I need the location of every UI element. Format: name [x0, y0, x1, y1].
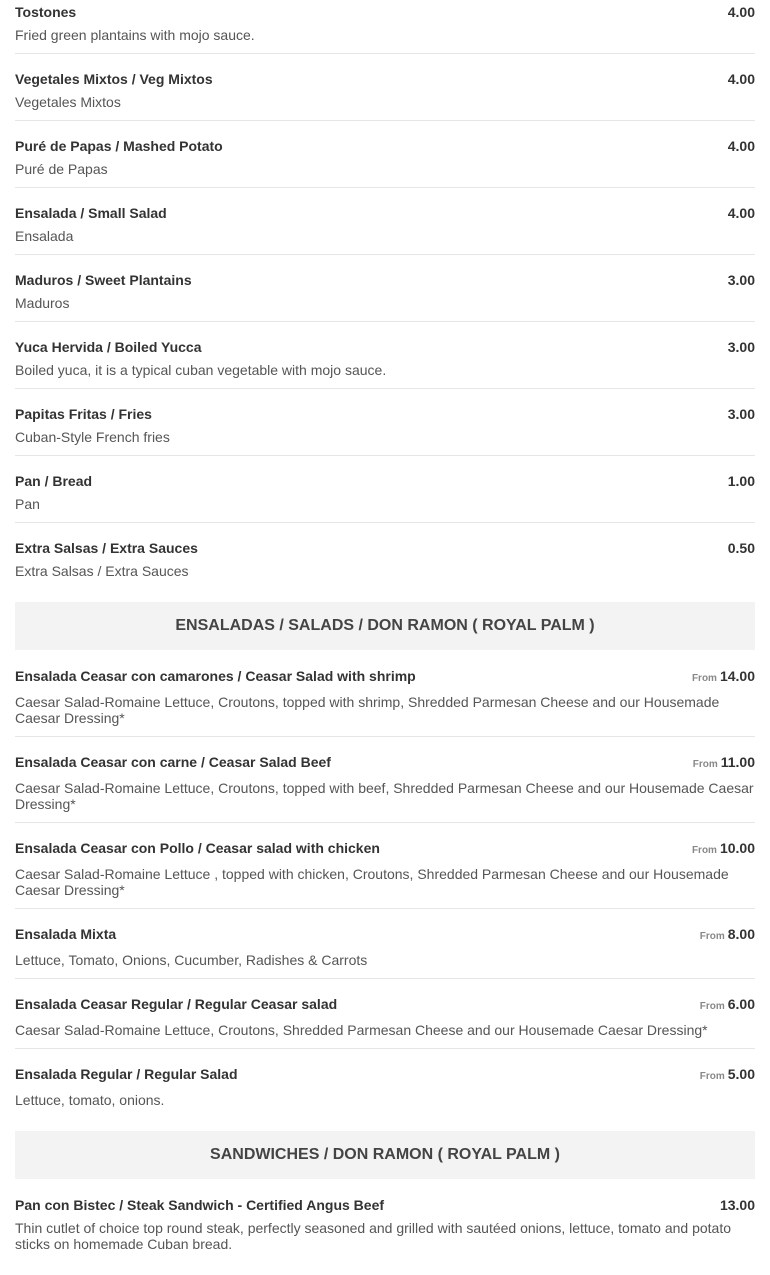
price-value: 4.00: [727, 4, 755, 20]
menu-item-price: [728, 138, 755, 154]
item-gap: [15, 188, 755, 201]
menu-item-name: Vegetales Mixtos / Veg Mixtos: [15, 71, 213, 87]
price-from-label: From: [692, 759, 718, 770]
menu-item[interactable]: [15, 836, 755, 909]
menu-item-description: Extra Salsas / Extra Sauces: [15, 563, 189, 579]
menu-item-name: Papitas Fritas / Fries: [15, 406, 152, 422]
menu-item[interactable]: [15, 750, 755, 823]
menu-item-description: Cuban-Style French fries: [15, 429, 170, 445]
menu-item-price: [728, 406, 755, 422]
item-gap: [15, 737, 755, 750]
menu-item-description: Maduros: [15, 295, 70, 311]
price-value: 11.00: [720, 754, 755, 770]
menu-item-price: [728, 4, 755, 20]
menu-item-description: Caesar Salad-Romaine Lettuce, Croutons, topped with beef, Shredded Parmesan Cheese and our Housemade Caesar Dressing*: [15, 780, 754, 812]
price-value: 4.00: [727, 138, 755, 154]
menu-item-name: Puré de Papas / Mashed Potato: [15, 138, 223, 154]
menu-item-header: [15, 540, 755, 556]
menu-item[interactable]: [15, 469, 755, 523]
menu-item-price: [700, 1066, 755, 1085]
menu-item-header: [15, 71, 755, 87]
price-from-label: From: [699, 931, 725, 942]
section-spacer: [15, 650, 755, 664]
item-gap: [15, 1118, 755, 1131]
menu-item-description: Boiled yuca, it is a typical cuban vegetable with mojo sauce.: [15, 362, 387, 378]
menu-item-description: Lettuce, Tomato, Onions, Cucumber, Radishes & Carrots: [15, 952, 368, 968]
item-gap: [15, 909, 755, 922]
section-header: SANDWICHES / DON RAMON ( ROYAL PALM ): [15, 1131, 755, 1179]
menu-item-header: [15, 840, 755, 859]
price-from-label: From: [699, 1001, 725, 1012]
menu-item-name: Ensalada Ceasar con carne / Ceasar Salad Beef: [15, 754, 331, 770]
menu-item-name: Ensalada Ceasar con camarones / Ceasar Salad with shrimp: [15, 668, 416, 684]
price-value: 4.00: [727, 71, 755, 87]
menu-item-price: [728, 540, 755, 556]
menu-item[interactable]: [15, 992, 755, 1049]
price-value: 0.50: [727, 540, 755, 556]
menu-item-name: Pan con Bistec / Steak Sandwich - Certified Angus Beef: [15, 1197, 385, 1213]
item-gap: [15, 121, 755, 134]
price-value: 3.00: [727, 406, 755, 422]
menu-item-name: Tostones: [15, 4, 77, 20]
menu-item[interactable]: [15, 922, 755, 979]
menu-item-header: [15, 473, 755, 489]
menu-item-price: [728, 71, 755, 87]
menu-item-header: [15, 754, 755, 773]
price-value: 5.00: [727, 1066, 755, 1082]
menu-item-header: [15, 1066, 755, 1085]
menu-item-name: Ensalada Regular / Regular Salad: [15, 1066, 238, 1082]
menu-item[interactable]: [15, 201, 755, 255]
menu-item-name: Extra Salsas / Extra Sauces: [15, 540, 198, 556]
price-value: 4.00: [727, 205, 755, 221]
price-from-label: From: [691, 673, 717, 684]
menu-item-price: [728, 473, 755, 489]
menu-item-name: Yuca Hervida / Boiled Yucca: [15, 339, 202, 355]
menu-item-description: Vegetales Mixtos: [15, 94, 121, 110]
menu-item-name: Ensalada / Small Salad: [15, 205, 167, 221]
price-value: 1.00: [727, 473, 755, 489]
price-value: 3.00: [727, 272, 755, 288]
menu-item-price: [728, 205, 755, 221]
menu-item[interactable]: [15, 335, 755, 389]
item-gap: [15, 54, 755, 67]
menu-item-price: [700, 926, 755, 945]
menu-item-description: Puré de Papas: [15, 161, 108, 177]
menu-item-description: Caesar Salad-Romaine Lettuce, Croutons, topped with shrimp, Shredded Parmesan Cheese and our Housemade Caesar Dressing*: [15, 694, 720, 726]
item-gap: [15, 456, 755, 469]
menu-item[interactable]: [15, 134, 755, 188]
menu-item-header: [15, 339, 755, 355]
item-gap: [15, 823, 755, 836]
item-gap: [15, 979, 755, 992]
menu-item-header: [15, 668, 755, 687]
menu-item[interactable]: [15, 67, 755, 121]
menu-item[interactable]: [15, 536, 755, 589]
menu-item-header: [15, 4, 755, 20]
item-gap: [15, 322, 755, 335]
price-value: 14.00: [719, 668, 755, 684]
item-gap: [15, 589, 755, 602]
menu-item-header: [15, 205, 755, 221]
menu-item-price: [720, 1197, 755, 1213]
menu-item-name: Maduros / Sweet Plantains: [15, 272, 192, 288]
menu-item-header: [15, 1197, 755, 1213]
menu-item[interactable]: [15, 1193, 755, 1262]
menu-item-price: [692, 668, 755, 687]
menu-item[interactable]: [15, 268, 755, 322]
menu-item[interactable]: [15, 402, 755, 456]
price-from-label: From: [691, 845, 717, 856]
price-value: 10.00: [719, 840, 755, 856]
menu-item-price: [692, 840, 755, 859]
menu-item-header: [15, 272, 755, 288]
price-value: 6.00: [727, 996, 755, 1012]
menu-item-description: Thin cutlet of choice top round steak, perfectly seasoned and grilled with sautéed onions, lettuce, tomato and potato sticks on homemade Cuban bread.: [15, 1220, 732, 1252]
section-header: ENSALADAS / SALADS / DON RAMON ( ROYAL PALM ): [15, 602, 755, 650]
menu-item-description: Ensalada: [15, 228, 74, 244]
item-gap: [15, 523, 755, 536]
price-value: 13.00: [719, 1197, 755, 1213]
item-gap: [15, 255, 755, 268]
item-gap: [15, 389, 755, 402]
price-value: 8.00: [727, 926, 755, 942]
menu-item-name: Ensalada Ceasar Regular / Regular Ceasar salad: [15, 996, 338, 1012]
menu-item[interactable]: [15, 1062, 755, 1118]
menu-item[interactable]: [15, 664, 755, 737]
item-gap: [15, 1049, 755, 1062]
price-value: 3.00: [727, 339, 755, 355]
menu-item[interactable]: [15, 0, 755, 54]
item-gap: [15, 1262, 755, 1275]
menu-item-name: Ensalada Ceasar con Pollo / Ceasar salad with chicken: [15, 840, 380, 856]
menu-item-header: [15, 996, 755, 1015]
menu-item-price: [693, 754, 755, 773]
menu-item-header: [15, 138, 755, 154]
menu-item-description: Caesar Salad-Romaine Lettuce, Croutons, Shredded Parmesan Cheese and our Housemade Caesar Dressing*: [15, 1022, 708, 1038]
menu-item-header: [15, 926, 755, 945]
menu-item-description: Lettuce, tomato, onions.: [15, 1092, 165, 1108]
menu-item-description: Fried green plantains with mojo sauce.: [15, 27, 255, 43]
menu-item-price: [728, 339, 755, 355]
menu-item-description: Caesar Salad-Romaine Lettuce , topped with chicken, Croutons, Shredded Parmesan Cheese and our Housemade Caesar Dressing*: [15, 866, 729, 898]
menu-item-name: Ensalada Mixta: [15, 926, 117, 942]
menu-item-price: [728, 272, 755, 288]
section-spacer: [15, 1179, 755, 1193]
price-from-label: From: [699, 1071, 725, 1082]
menu-item-price: [700, 996, 755, 1015]
menu-item-name: Pan / Bread: [15, 473, 93, 489]
menu-item-header: [15, 406, 755, 422]
menu-item-description: Pan: [15, 496, 40, 512]
